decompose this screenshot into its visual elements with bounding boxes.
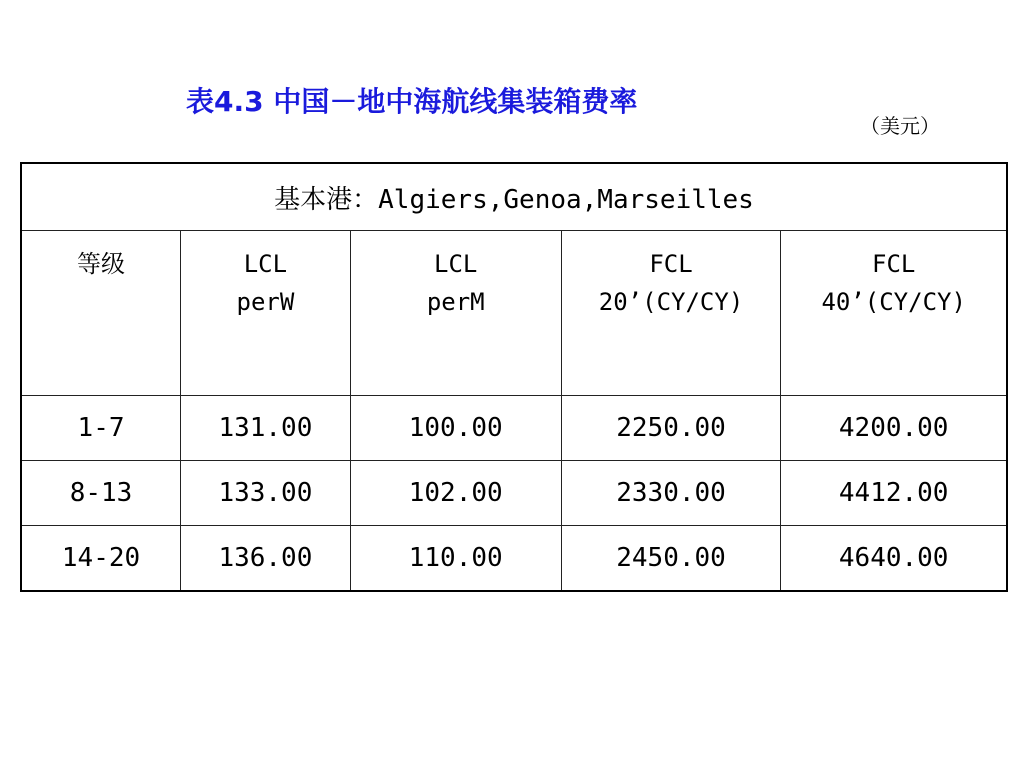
grade-cell: 8-13 bbox=[21, 461, 181, 526]
header-fcl-40-line2: 40’(CY/CY) bbox=[821, 288, 966, 316]
header-lcl-perm-line1: LCL bbox=[434, 250, 478, 278]
lcl-perm-cell: 102.00 bbox=[350, 461, 561, 526]
fcl-20-cell: 2450.00 bbox=[561, 526, 781, 592]
base-ports-cell: 基本港：Algiers,Genoa,Marseilles bbox=[21, 163, 1007, 231]
fcl-40-cell: 4200.00 bbox=[781, 396, 1007, 461]
header-fcl-40-line1: FCL bbox=[872, 250, 916, 278]
grade-cell: 1-7 bbox=[21, 396, 181, 461]
lcl-perm-cell: 100.00 bbox=[350, 396, 561, 461]
header-fcl-20-line2: 20’(CY/CY) bbox=[598, 288, 744, 316]
table-title: 表4.3 中国－地中海航线集装箱费率 bbox=[186, 85, 638, 118]
fcl-40-cell: 4412.00 bbox=[781, 461, 1007, 526]
header-lcl-perw bbox=[181, 231, 351, 396]
header-lcl-perm-line2: perM bbox=[426, 288, 485, 316]
header-fcl-20 bbox=[561, 231, 781, 396]
lcl-perm-cell: 110.00 bbox=[350, 526, 561, 592]
fcl-20-cell: 2330.00 bbox=[561, 461, 781, 526]
header-grade bbox=[21, 231, 181, 396]
header-fcl-40 bbox=[781, 231, 1007, 396]
lcl-perw-cell: 133.00 bbox=[181, 461, 351, 526]
fcl-20-cell: 2250.00 bbox=[561, 396, 781, 461]
header-row bbox=[21, 231, 1007, 396]
lcl-perw-cell: 136.00 bbox=[181, 526, 351, 592]
fcl-40-cell: 4640.00 bbox=[781, 526, 1007, 592]
table-row bbox=[21, 396, 1007, 461]
table-row bbox=[21, 526, 1007, 592]
header-grade-line1: 等级 bbox=[77, 250, 126, 278]
header-lcl-perw-line1: LCL bbox=[243, 250, 288, 278]
header-fcl-20-line1: FCL bbox=[649, 250, 693, 278]
header-lcl-perm bbox=[350, 231, 561, 396]
header-lcl-perw-line2: perW bbox=[236, 288, 295, 316]
currency-unit-label: （美元） bbox=[860, 114, 940, 138]
table-row bbox=[21, 461, 1007, 526]
lcl-perw-cell: 131.00 bbox=[181, 396, 351, 461]
base-ports-row bbox=[21, 163, 1007, 231]
freight-rate-table bbox=[20, 162, 1008, 592]
grade-cell: 14-20 bbox=[21, 526, 181, 592]
